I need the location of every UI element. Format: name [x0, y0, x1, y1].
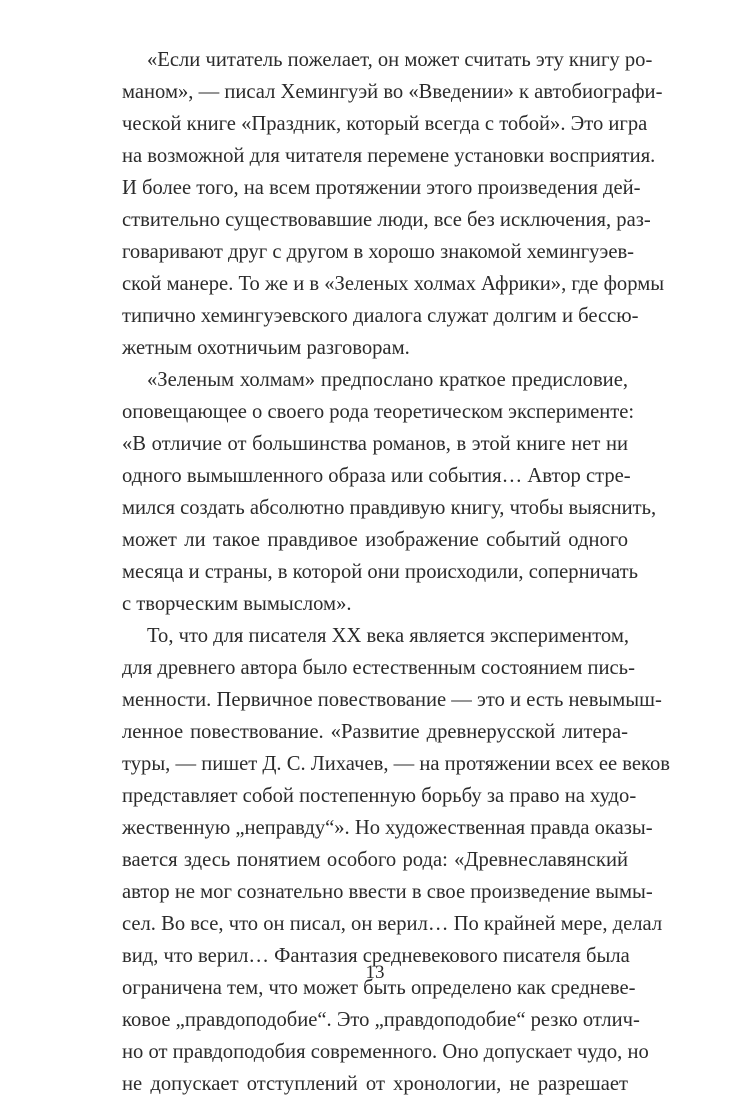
- text-line: ковое „правдоподобие“. Это „правдоподобие“ резко отлич-: [122, 1009, 640, 1031]
- text-line: «Если читатель пожелает, он может считать эту книгу ро-: [147, 49, 653, 71]
- text-line: жетным охотничьим разговорам.: [122, 337, 410, 359]
- text-line: вид, что верил… Фантазия средневекового писателя была: [122, 945, 630, 967]
- text-line: ствительно существовавшие люди, все без исключения, раз-: [122, 209, 651, 231]
- text-line: маном», — писал Хемингуэй во «Введении» к автобиографи-: [122, 81, 663, 103]
- text-line: сел. Во все, что он писал, он верил… По крайней мере, делал: [122, 913, 663, 935]
- text-line: туры, — пишет Д. С. Лихачев, — на протяжении всех ее веков: [122, 753, 670, 775]
- text-line: с творческим вымыслом».: [122, 593, 352, 615]
- text-line: не допускает отступлений от хронологии, не разрешает: [122, 1073, 628, 1095]
- text-line: для древнего автора было естественным состоянием пись-: [122, 657, 635, 679]
- text-line: жественную „неправду“». Но художественная правда оказы-: [122, 817, 653, 839]
- text-line: И более того, на всем протяжении этого произведения дей-: [122, 177, 641, 199]
- text-line: на возможной для читателя перемене установки восприятия.: [122, 145, 656, 167]
- text-line: ленное повествование. «Развитие древнерусской литера-: [122, 721, 628, 743]
- text-line: вается здесь понятием особого рода: «Древнеславянский: [122, 849, 628, 871]
- text-line: менности. Первичное повествование — это и есть невымыш-: [122, 689, 662, 711]
- text-line: но от правдоподобия современного. Оно допускает чудо, но: [122, 1041, 649, 1063]
- text-line: говаривают друг с другом в хорошо знакомой хемингуэев-: [122, 241, 635, 263]
- text-line: ограничена тем, что может быть определено как средневе-: [122, 977, 636, 999]
- text-line: «Зеленым холмам» предпослано краткое предисловие,: [147, 369, 628, 391]
- text-line: представляет собой постепенную борьбу за право на худо-: [122, 785, 637, 807]
- text-line: оповещающее о своего рода теоретическом эксперименте:: [122, 401, 635, 423]
- text-line: может ли такое правдивое изображение событий одного: [122, 529, 628, 551]
- text-line: одного вымышленного образа или события… Автор стре-: [122, 465, 631, 487]
- page-number: 13: [365, 962, 385, 983]
- text-line: То, что для писателя XX века является экспериментом,: [147, 625, 630, 647]
- text-line: «В отличие от большинства романов, в этой книге нет ни: [122, 433, 628, 455]
- body-text: [122, 44, 670, 1100]
- text-line: типично хемингуэевского диалога служат долгим и бессю-: [122, 305, 639, 327]
- text-line: месяца и страны, в которой они происходили, соперничать: [122, 561, 638, 583]
- text-line: ской манере. То же и в «Зеленых холмах Африки», где формы: [122, 273, 665, 295]
- text-line: мился создать абсолютно правдивую книгу, чтобы выяснить,: [122, 497, 657, 519]
- text-line: автор не мог сознательно ввести в свое произведение вымы-: [122, 881, 653, 903]
- text-line: ческой книге «Праздник, который всегда с тобой». Это игра: [122, 113, 648, 135]
